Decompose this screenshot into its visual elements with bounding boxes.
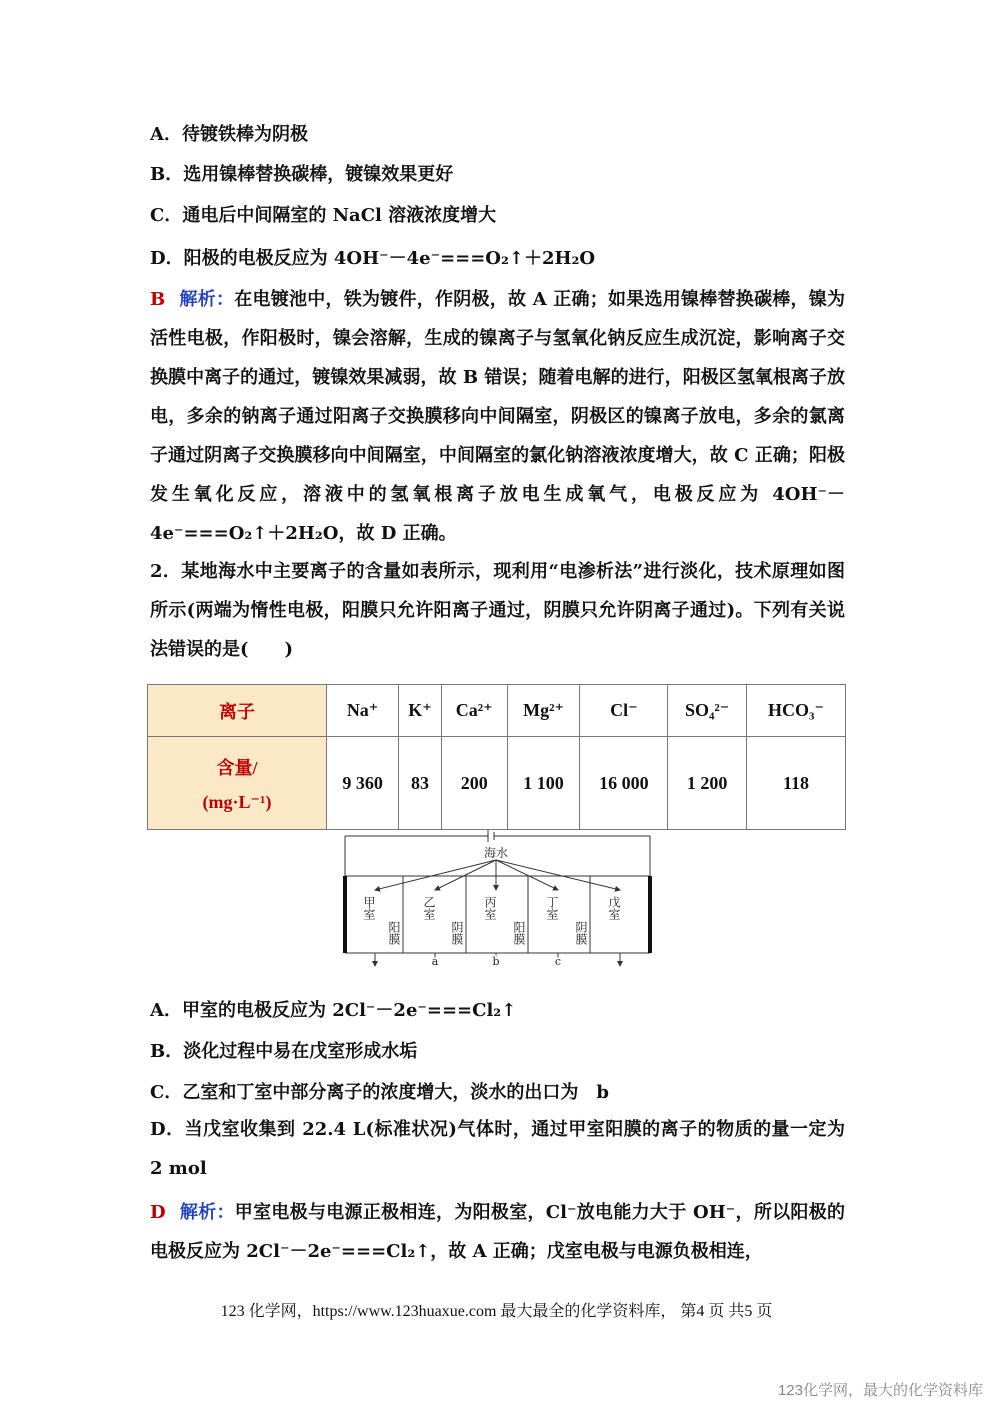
ion-cell: K⁺	[399, 685, 442, 737]
content-header-line1: 含量/	[216, 757, 258, 778]
q2-option-c: C．乙室和丁室中部分离子的浓度增大，淡水的出口为 b	[150, 1082, 609, 1103]
chamber-label: 乙室	[422, 896, 436, 920]
value-cell: 16 000	[580, 737, 668, 830]
ion-cell: Mg²⁺	[507, 685, 580, 737]
ion-cell: SO₄²⁻	[668, 685, 747, 737]
q2-option-d: D．当戊室收集到 22.4 L(标准状况)气体时，通过甲室阳膜的离子的物质的量一定为 2 mol	[150, 1119, 845, 1179]
q2-analysis	[150, 1193, 845, 1271]
content-header	[148, 737, 327, 830]
q1-analysis-text: 在电镀池中，铁为镀件，作阴极，故 A 正确；如果选用镍棒替换碳棒，镍为活性电极，作阳极时，镍会溶解，生成的镍离子与氢氧化钠反应生成沉淀，影响离子交换膜中离子的通过，镀镍效果减弱，故 B 错误；随着电解的进行，阳极区氢氧根离子放电，多余的钠离子通过阳离子交换膜移向中间隔室，阴极区的镍离子放电，多余的氯离子通过阴离子交换膜移向中间隔室，中间隔室的氯化钠溶液浓度增大，故 C 正确；阳极发生氧化反应，溶液中的氢氧根离子放电生成氧气，电极反应为 4OH⁻－4e⁻===O₂↑＋2H₂O，故 D 正确。	[150, 289, 846, 544]
outlet-label: a	[431, 955, 439, 968]
electrodialysis-diagram	[330, 828, 660, 978]
q2-analysis-text: 甲室电极与电源正极相连，为阳极室，Cl⁻放电能力大于 OH⁻，所以阳极的电极反应为 2Cl⁻－2e⁻===Cl₂↑，故 A 正确；戊室电极与电源负极相连，	[150, 1202, 846, 1262]
value-cell: 1 200	[668, 737, 747, 830]
q1-option-d: D．阳极的电极反应为 4OH⁻－4e⁻===O₂↑＋2H₂O	[150, 248, 596, 269]
outlet-label: b	[492, 955, 500, 968]
content-header-line2: (mg·L⁻¹)	[202, 791, 272, 812]
chamber-label: 丁室	[545, 896, 559, 920]
chamber-label: 丙室	[483, 896, 497, 920]
brand-watermark: 123化学网，最大的化学资料库	[777, 1382, 983, 1399]
q2-analysis-label: 解析：	[179, 1202, 235, 1223]
q1-analysis-label: 解析：	[179, 289, 235, 310]
q2-stem: 2．某地海水中主要离子的含量如表所示，现利用“电渗析法”进行淡化，技术原理如图所示(两端为惰性电极，阳膜只允许阳离子通过，阴膜只允许阴离子通过)。下列有关说法错误的是( )	[150, 561, 845, 660]
value-cell: 200	[441, 737, 507, 830]
ion-header: 离子	[148, 685, 327, 737]
value-cell: 9 360	[327, 737, 399, 830]
value-cell: 1 100	[507, 737, 580, 830]
seawater-label: 海水	[483, 846, 509, 860]
value-cell: 83	[399, 737, 442, 830]
membrane-label: 阳膜	[512, 921, 526, 945]
membrane-label: 阳膜	[387, 921, 401, 945]
q1-option-b: B．选用镍棒替换碳棒，镀镍效果更好	[150, 164, 454, 185]
outlet-label: c	[554, 955, 562, 968]
q2-answer: D	[150, 1202, 166, 1223]
q2-option-a: A．甲室的电极反应为 2Cl⁻－2e⁻===Cl₂↑	[150, 1000, 517, 1021]
page-footer: 123 化学网，https://www.123huaxue.com 最大最全的化学资料库， 第4 页 共5 页	[220, 1303, 773, 1320]
membrane-label: 阴膜	[574, 921, 588, 945]
q1-analysis	[150, 280, 845, 553]
ion-cell: Cl⁻	[580, 685, 668, 737]
value-cell: 118	[747, 737, 846, 830]
ion-cell: Ca²⁺	[441, 685, 507, 737]
q1-option-c: C．通电后中间隔室的 NaCl 溶液浓度增大	[150, 205, 497, 226]
q1-option-a: A．待镀铁棒为阴极	[150, 124, 308, 145]
ion-cell: HCO₃⁻	[747, 685, 846, 737]
chamber-label: 甲室	[362, 896, 376, 920]
q1-answer: B	[150, 289, 166, 310]
q2-option-b: B．淡化过程中易在戊室形成水垢	[150, 1041, 418, 1062]
ion-cell: Na⁺	[327, 685, 399, 737]
chamber-label: 戊室	[607, 896, 621, 920]
membrane-label: 阴膜	[450, 921, 464, 945]
ion-table	[147, 684, 846, 830]
